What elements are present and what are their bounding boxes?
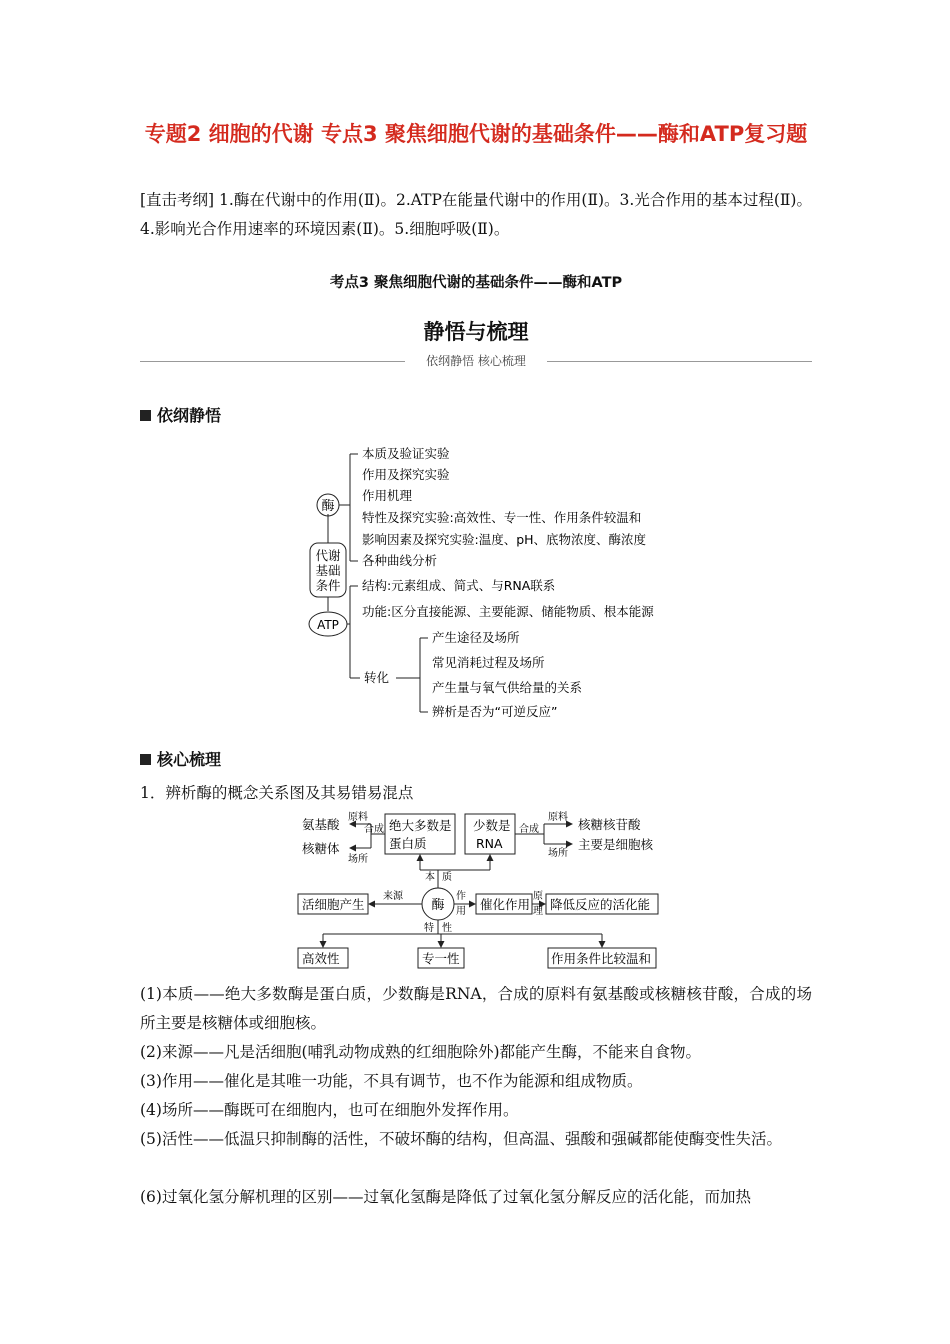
enzyme-item: 本质及验证实验	[362, 446, 450, 461]
raw-material-label: 原料	[348, 812, 368, 823]
ribosome: 核糖体	[302, 841, 340, 856]
item-1-heading: 1．辨析酶的概念关系图及其易错易混点	[140, 784, 414, 802]
square-bullet-icon	[140, 754, 151, 765]
transform-item: 辨析是否为“可逆反应”	[432, 704, 558, 719]
point-3: (3)作用——催化是其唯一功能，不具有调节，也不作为能源和组成物质。	[140, 1072, 643, 1090]
amino-acid: 氨基酸	[302, 817, 340, 832]
atp-function: 功能:区分直接能源、主要能源、储能物质、根本能源	[362, 604, 654, 619]
property-label: 性	[442, 923, 452, 934]
concept-diagram	[290, 808, 670, 974]
ribonucleotide: 核糖核苷酸	[578, 817, 641, 832]
atp-structure: 结构:元素组成、简式、与RNA联系	[362, 578, 556, 593]
enzyme-node: 酶	[321, 499, 335, 514]
point-1: (1)本质——绝大多数酶是蛋白质，少数酶是RNA，合成的原料有氨基酸或核糖核苷酸，合成的场所主要是核糖体或细胞核。	[140, 985, 812, 1032]
point-2: (2)来源——凡是活细胞(哺乳动物成熟的红细胞除外)都能产生酶，不能来自食物。	[140, 1043, 702, 1061]
atp-node: ATP	[317, 618, 339, 632]
majority-protein: 绝大多数是	[389, 818, 452, 833]
minority-rna-line2: RNA	[476, 836, 503, 851]
essence-label: 本	[425, 872, 435, 883]
living-cell-source: 活细胞产生	[302, 897, 365, 912]
transform-item: 产生量与氧气供给量的关系	[432, 680, 583, 695]
atp-transform: 转化	[364, 670, 390, 685]
mind-map	[300, 440, 660, 730]
section-title: 静悟与梳理	[423, 320, 529, 344]
mild-conditions: 作用条件比较温和	[551, 951, 652, 966]
site-label: 场所	[348, 854, 368, 865]
source-label: 来源	[383, 891, 403, 902]
square-bullet-icon	[140, 410, 151, 421]
enzyme-item: 作用及探究实验	[362, 467, 450, 482]
high-efficiency: 高效性	[302, 951, 340, 966]
enzyme-item: 影响因素及探究实验:温度、pH、底物浓度、酶浓度	[362, 532, 647, 547]
root-node-line2: 基础	[315, 563, 341, 578]
root-node-line3: 条件	[315, 578, 341, 593]
essence-label: 质	[442, 872, 452, 883]
document-title: 专题2 细胞的代谢 专点3 聚焦细胞代谢的基础条件——酶和ATP复习题	[144, 122, 808, 146]
enzyme-center: 酶	[431, 898, 445, 913]
enzyme-item: 各种曲线分析	[362, 553, 438, 568]
catalysis: 催化作用	[480, 897, 531, 912]
synthesis-label: 合成	[519, 824, 539, 835]
section-subtitle: 依纲静悟 核心梳理	[405, 352, 547, 369]
minority-rna: 少数是	[473, 818, 511, 833]
property-label: 特	[424, 923, 434, 934]
lower-activation-energy: 降低反应的活化能	[550, 897, 651, 912]
kaodian-heading: 考点3 聚焦细胞代谢的基础条件——酶和ATP	[329, 275, 623, 291]
action-label: 用	[456, 906, 466, 917]
exam-outline: [直击考纲] 1.酶在代谢中的作用(Ⅱ)。2.ATP在能量代谢中的作用(Ⅱ)。3.光合作用的基本过程(Ⅱ)。4.影响光合作用速率的环境因素(Ⅱ)。5.细胞呼吸(Ⅱ)。	[140, 191, 812, 238]
synthesis-label: 合成	[364, 824, 384, 835]
nucleus: 主要是细胞核	[578, 837, 654, 852]
majority-protein-line2: 蛋白质	[389, 836, 427, 851]
subsection-heading-1: 依纲静悟	[140, 403, 221, 426]
transform-item: 产生途径及场所	[432, 630, 520, 645]
specificity: 专一性	[422, 951, 460, 966]
point-4: (4)场所——酶既可在细胞内，也可在细胞外发挥作用。	[140, 1101, 519, 1119]
root-node-line1: 代谢	[315, 548, 341, 563]
enzyme-item: 作用机理	[362, 488, 413, 503]
mechanism-label: 理	[533, 906, 543, 917]
mechanism-label: 原	[533, 891, 543, 902]
point-5: (5)活性——低温只抑制酶的活性，不破坏酶的结构，但高温、强酸和强碱都能使酶变性失活。	[140, 1130, 782, 1148]
enzyme-item: 特性及探究实验:高效性、专一性、作用条件较温和	[362, 510, 642, 525]
raw-material-label: 原料	[548, 812, 568, 823]
action-label: 作	[456, 891, 466, 902]
transform-item: 常见消耗过程及场所	[432, 655, 545, 670]
site-label: 场所	[548, 848, 568, 859]
subsection-heading-2: 核心梳理	[140, 747, 221, 770]
point-6: (6)过氧化氢分解机理的区别——过氧化氢酶是降低了过氧化氢分解反应的活化能，而加热	[140, 1188, 751, 1206]
